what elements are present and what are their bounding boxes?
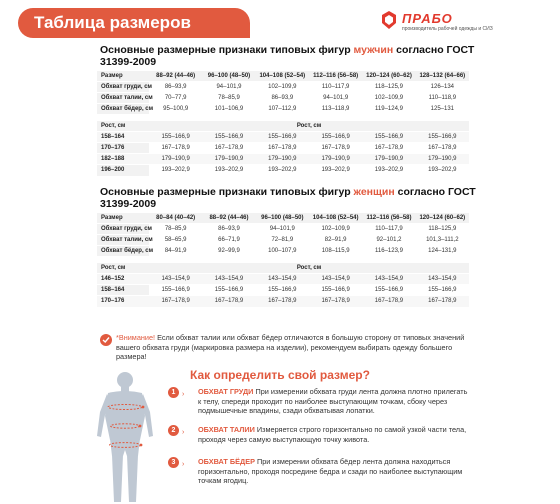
table-cell: 126–134 [416, 82, 469, 93]
women-section-title [100, 186, 500, 210]
step-description: При измерении обхвата бёдер лента должна находиться горизонтально, проходя посредине бедра и сзади по наиболее выступающим точкам ягодиц. [198, 457, 463, 485]
men-title-prefix: Основные размерные признаки типовых фигур [100, 44, 354, 56]
table-cell: 78–85,9 [202, 93, 255, 104]
height-label: 182–188 [97, 154, 149, 165]
table-cell: 107–112,9 [256, 104, 309, 115]
step-number: 2 [168, 425, 179, 436]
men-section-title [100, 44, 500, 68]
measure-label: Обхват талии, см [97, 235, 149, 246]
table-row [97, 143, 469, 154]
table-cell: 167–178,9 [202, 296, 255, 307]
table-cell: 193–202,9 [149, 165, 202, 176]
table-cell: 179–190,9 [309, 154, 362, 165]
table-cell: 155–166,9 [416, 132, 469, 143]
table-row [97, 71, 469, 82]
height-label: 196–200 [97, 165, 149, 176]
height-label: 158–164 [97, 285, 149, 296]
table-cell: 82–91,9 [309, 235, 362, 246]
table-row [97, 213, 469, 224]
arrow-right-icon: › [182, 391, 185, 398]
table-cell: 86–93,9 [256, 93, 309, 104]
table-cell: 86–93,9 [202, 224, 255, 235]
measure-label: Обхват бёдер, см [97, 104, 149, 115]
table-cell: 143–154,9 [416, 274, 469, 285]
table-cell: 179–190,9 [256, 154, 309, 165]
table-cell: 155–166,9 [309, 285, 362, 296]
height-header-cell: Рост, см [149, 263, 469, 274]
table-cell: 102–109,9 [256, 82, 309, 93]
table-cell: 143–154,9 [309, 274, 362, 285]
table-row [97, 235, 469, 246]
step-description: Измеряется строго горизонтально по самой узкой части тела, проходя через самую выступающую точку живота. [198, 425, 467, 444]
table-row [97, 246, 469, 257]
height-label: 170–176 [97, 143, 149, 154]
size-header-cell: 128–132 (64–66) [416, 71, 469, 82]
size-header-cell: 112–116 (56–58) [362, 213, 415, 224]
table-row [97, 224, 469, 235]
table-row [97, 274, 469, 285]
step-text [198, 387, 468, 416]
step-text [198, 425, 468, 444]
table-cell: 155–166,9 [309, 132, 362, 143]
arrow-right-icon: › [182, 461, 185, 468]
step-key: ОБХВАТ БЁДЕР [198, 457, 255, 466]
women-title-prefix: Основные размерные признаки типовых фигур [100, 186, 354, 198]
table-row [97, 165, 469, 176]
table-cell: 110–117,9 [362, 224, 415, 235]
table-cell: 108–115,9 [309, 246, 362, 257]
height-label: 146–152 [97, 274, 149, 285]
men-title-suffix: согласно ГОСТ 31399-2009 [100, 44, 475, 68]
height-header-label: Рост, см [97, 121, 149, 132]
table-cell: 94–101,9 [309, 93, 362, 104]
step-number: 1 [168, 387, 179, 398]
size-header-cell: 96–100 (48–50) [256, 213, 309, 224]
body-silhouette-icon [90, 370, 160, 504]
height-header-cell: Рост, см [149, 121, 469, 132]
table-cell: 155–166,9 [256, 285, 309, 296]
table-cell: 167–178,9 [362, 143, 415, 154]
table-cell: 167–178,9 [256, 143, 309, 154]
table-cell: 102–109,9 [309, 224, 362, 235]
size-header-cell: 120–124 (60–62) [362, 71, 415, 82]
table-cell: 155–166,9 [202, 132, 255, 143]
table-cell: 143–154,9 [149, 274, 202, 285]
height-label: 170–176 [97, 296, 149, 307]
table-cell: 167–178,9 [309, 143, 362, 154]
table-cell: 84–91,9 [149, 246, 202, 257]
women-title-suffix: согласно ГОСТ 31399-2009 [100, 186, 476, 210]
table-row [97, 93, 469, 104]
table-cell: 102–109,9 [362, 93, 415, 104]
table-cell: 179–190,9 [202, 154, 255, 165]
table-cell: 101,3–111,2 [416, 235, 469, 246]
table-cell: 193–202,9 [362, 165, 415, 176]
table-cell: 179–190,9 [149, 154, 202, 165]
table-cell: 66–71,9 [202, 235, 255, 246]
table-cell: 110–117,9 [309, 82, 362, 93]
page-header [18, 8, 250, 38]
table-cell: 118–125,9 [416, 224, 469, 235]
table-cell: 92–99,9 [202, 246, 255, 257]
table-cell: 167–178,9 [416, 296, 469, 307]
measure-label: Обхват талии, см [97, 93, 149, 104]
size-header-cell: 104–108 (52–54) [256, 71, 309, 82]
table-cell: 100–107,9 [256, 246, 309, 257]
brand-logo [380, 10, 550, 34]
table-cell: 72–81,9 [256, 235, 309, 246]
table-row [97, 121, 469, 132]
table-cell: 143–154,9 [362, 274, 415, 285]
table-cell: 167–178,9 [362, 296, 415, 307]
table-cell: 167–178,9 [202, 143, 255, 154]
table-cell: 110–118,9 [416, 93, 469, 104]
notice-text: Если обхват талии или обхват бёдер отличаются в большую сторону от типовых значений вашего обхвата груди (маркировка размера на изделии), рекомендуем выбирать одежду большего размера! [116, 333, 465, 361]
size-header-cell: 112–116 (56–58) [309, 71, 362, 82]
size-header-cell: 104–108 (52–54) [309, 213, 362, 224]
table-cell: 167–178,9 [149, 296, 202, 307]
size-header-cell: 96–100 (48–50) [202, 71, 255, 82]
men-size-table [97, 70, 469, 176]
table-row [97, 285, 469, 296]
table-row [97, 82, 469, 93]
table-row [97, 263, 469, 274]
arrow-right-icon: › [182, 429, 185, 436]
table-cell: 58–65,9 [149, 235, 202, 246]
notice-warning: *Внимание! [116, 333, 156, 342]
brand-tagline: производитель рабочей одежды и СИЗ [402, 26, 493, 32]
height-header-label: Рост, см [97, 263, 149, 274]
table-cell: 155–166,9 [416, 285, 469, 296]
size-header-cell: 88–92 (44–46) [202, 213, 255, 224]
size-header-label: Размер [97, 213, 149, 224]
table-cell: 92–101,2 [362, 235, 415, 246]
table-cell: 94–101,9 [256, 224, 309, 235]
step-key: ОБХВАТ ТАЛИИ [198, 425, 255, 434]
table-cell: 193–202,9 [309, 165, 362, 176]
height-label: 158–164 [97, 132, 149, 143]
table-cell: 167–178,9 [416, 143, 469, 154]
size-header-cell: 80–84 (40–42) [149, 213, 202, 224]
table-cell: 101–106,9 [202, 104, 255, 115]
measure-label: Обхват груди, см [97, 224, 149, 235]
table-row [97, 104, 469, 115]
size-header-cell: 120–124 (60–62) [416, 213, 469, 224]
brand-name: ПРАБО [402, 11, 453, 26]
table-cell: 155–166,9 [362, 132, 415, 143]
women-title-highlight: женщин [353, 186, 395, 198]
table-cell: 143–154,9 [202, 274, 255, 285]
men-title-highlight: мужчин [353, 44, 394, 56]
brand-mark-icon [380, 10, 398, 30]
table-cell: 94–101,9 [202, 82, 255, 93]
measure-label: Обхват груди, см [97, 82, 149, 93]
women-size-table [97, 212, 469, 307]
table-cell: 155–166,9 [149, 132, 202, 143]
table-cell: 167–178,9 [256, 296, 309, 307]
table-cell: 116–123,9 [362, 246, 415, 257]
table-cell: 95–100,9 [149, 104, 202, 115]
table-row [97, 154, 469, 165]
table-cell: 124–131,9 [416, 246, 469, 257]
table-cell: 193–202,9 [256, 165, 309, 176]
table-cell: 118–125,9 [362, 82, 415, 93]
table-row [97, 132, 469, 143]
table-cell: 143–154,9 [256, 274, 309, 285]
table-cell: 167–178,9 [149, 143, 202, 154]
measure-label: Обхват бёдер, см [97, 246, 149, 257]
step-key: ОБХВАТ ГРУДИ [198, 387, 254, 396]
table-cell: 193–202,9 [202, 165, 255, 176]
howto-title: Как определить свой размер? [190, 368, 370, 382]
table-cell: 155–166,9 [202, 285, 255, 296]
table-cell: 155–166,9 [149, 285, 202, 296]
table-cell: 179–190,9 [362, 154, 415, 165]
table-cell: 155–166,9 [256, 132, 309, 143]
table-cell: 193–202,9 [416, 165, 469, 176]
checkmark-icon [100, 334, 112, 346]
table-cell: 113–118,9 [309, 104, 362, 115]
step-text [198, 457, 468, 486]
step-number: 3 [168, 457, 179, 468]
table-cell: 78–85,9 [149, 224, 202, 235]
table-cell: 179–190,9 [416, 154, 469, 165]
size-header-cell: 88–92 (44–46) [149, 71, 202, 82]
table-cell: 155–166,9 [362, 285, 415, 296]
table-cell: 86–93,9 [149, 82, 202, 93]
table-cell: 70–77,9 [149, 93, 202, 104]
table-cell: 167–178,9 [309, 296, 362, 307]
table-cell: 119–124,9 [362, 104, 415, 115]
table-row [97, 296, 469, 307]
step-description: При измерении обхвата груди лента должна плотно прилегать к телу, спереди проходит по наиболее выступающим точкам, сбоку через подмышечные впадины, сзади обхватывая лопатки. [198, 387, 468, 415]
table-cell: 125–131 [416, 104, 469, 115]
size-header-label: Размер [97, 71, 149, 82]
page-title: Таблица размеров [34, 13, 191, 32]
